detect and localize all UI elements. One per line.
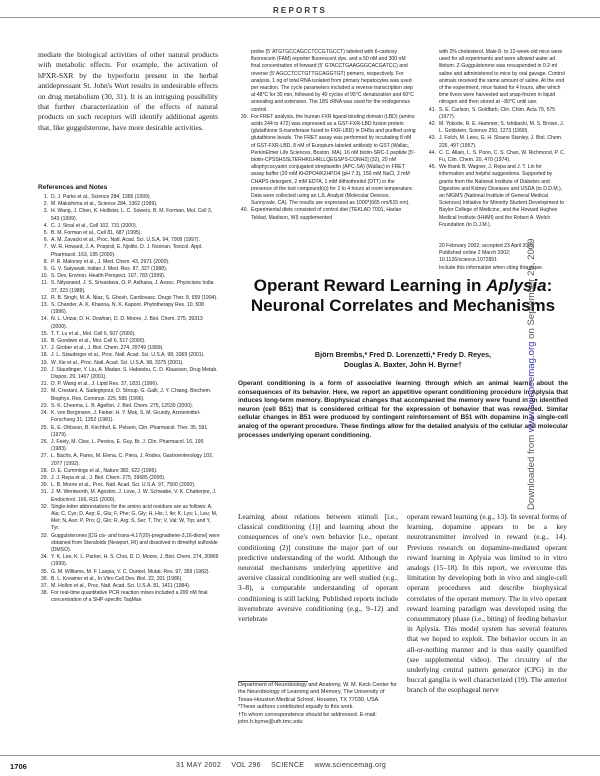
reference-entry: [38, 569, 220, 576]
watermark-suffix: on September 25, 2009: [526, 238, 537, 342]
reference-text: S. Dev, Environ. Health Perspect. 107, 783 (1999).: [51, 273, 166, 280]
reference-text: S. K. Cheema, L. B. Agellon, J. Biol. Chem. 275, 12530 (2000).: [51, 402, 194, 409]
equal-contribution-note: *These authors contributed equally to this work.: [238, 704, 354, 711]
reference-number: 7.: [43, 244, 48, 251]
reference-text: D. J. Parks et al., Science 284, 1365 (1999).: [51, 194, 151, 200]
reference-number: 29.: [40, 474, 48, 481]
reference-entry: [38, 223, 220, 230]
reference-entry: [238, 49, 416, 114]
reference-entry: [38, 504, 220, 533]
reference-text: Experimental diets consisted of control diet (TEKLAD 7001, Harlan Teklad, Madison, WI) supplemented: [251, 207, 402, 221]
header-divider: [0, 17, 600, 18]
reference-entry: [238, 207, 416, 221]
publication-dates: [426, 243, 566, 272]
reference-text: D. P. Wang et al., J. Lipid Res. 37, 1831 (1996).: [51, 381, 159, 388]
citation-note: Include this information when citing this paper.: [439, 264, 544, 271]
reference-text: G. M. Williams, M. F. Laspia, V. C. Dunkel, Mutat. Res. 97, 359 (1982).: [51, 568, 210, 575]
authors-line-2: Douglas A. Baxter, John H. Byrne†: [344, 360, 462, 369]
references-list-middle: [238, 49, 416, 222]
reference-number: 28.: [40, 467, 48, 474]
reference-number: 18.: [40, 352, 48, 359]
reference-text: B. L. Kreamer et al., In Vitro Cell Dev. Biol. 22, 201 (1986).: [51, 575, 183, 582]
reference-text: K. von Bergmann, J. Fieber, H. Y. Mok, S. M. Grundy, Arzneimittel-Forschung 31, 1352 (1981).: [51, 410, 201, 424]
reference-number: 4.: [43, 222, 48, 229]
authors-line-1: Björn Brembs,* Fred D. Lorenzetti,* Fredy D. Reyes,: [314, 350, 492, 359]
footer-divider: [0, 755, 600, 756]
correspondence-note: †To whom correspondence should be addressed. E-mail: john.h.byrne@uth.tmc.edu: [238, 711, 377, 726]
reference-entry: [38, 489, 220, 503]
reference-entry: [38, 331, 220, 338]
footnotes: [238, 682, 400, 726]
reference-number: 2.: [43, 201, 48, 208]
reference-number: 39.: [240, 113, 248, 120]
reference-number: 14.: [40, 316, 48, 323]
reference-text: J. M. Wentworth, M. Agostini, J. Love, J. W. Schwabe, V. K. Chatterjee, J. Endocrinol. 166, R11 (2000).: [51, 489, 217, 503]
reference-entry: [38, 583, 220, 590]
reference-entry: [38, 453, 220, 467]
reference-entry: [38, 273, 220, 280]
reference-text: E. E. Ohlsson, B. Kirchhof, E. Pelsein, Clin. Pharmacol. Ther. 35, 591 (1979).: [51, 424, 208, 438]
references-list-right: [426, 49, 566, 229]
reference-text: J. Grober et al., J. Biol. Chem. 274, 29749 (1999).: [51, 345, 164, 352]
reference-entry: [38, 439, 220, 453]
abstract: Operant conditioning is a form of associative learning through which an animal learns about the consequences of its behavior. Here, we report an appetitive operant conditioning procedure in Aplysia that induces long-term memory. Biophysical changes that accompanied the memory were found in an identified neuron (cell B51) that is considered critical for the expression of behavior that was rewarded. Similar cellular changes in B51 were produced by contingent reinforcement of B51 with dopamine in a single-cell analog of the operant procedure. These findings allow for the detailed analysis of the cellular and molecular processes underlying operant conditioning.: [238, 380, 568, 439]
reference-number: 16.: [40, 338, 48, 345]
reference-number: 12.: [40, 294, 48, 301]
reference-text: N. L. Urizar, D. H. Dowhan, D. D. Moore, J. Biol. Chem. 275, 39313 (2000).: [51, 316, 203, 330]
journal-name: SCIENCE: [271, 762, 305, 769]
issue-volume: VOL 296: [231, 762, 261, 769]
reference-text: M. Crestani, A. Sadeghpour, D. Stroup, G. Galli, J. Y. Chiang, Biochem. Biophys. Res. Commun. 225, 585 (1996).: [51, 388, 212, 402]
reference-entry: [38, 338, 220, 345]
reference-number: 43.: [428, 135, 436, 142]
title-part-1: Operant Reward Learning in: [253, 276, 482, 295]
reference-number: 44.: [428, 149, 436, 156]
reference-number: 42.: [428, 121, 436, 128]
reference-number: 20.: [40, 366, 48, 373]
reference-text: L. Bachs, A. Pares, M. Elena, C. Piera, J. Rodes, Gastroenterology 102, 2077 (1992).: [51, 453, 214, 467]
reference-number: 3.: [43, 208, 48, 215]
reference-entry: [38, 302, 220, 316]
reference-entry: [38, 410, 220, 424]
reference-number: 32.: [40, 503, 48, 510]
reference-entry: [38, 208, 220, 222]
body-text-column-2: operant reward learning (e.g., 13). In several forms of learning, dopamine appears to be a key neurotransmitter involved in reward (e.g., 14). Previous research on dopamine-mediated operant reward learning in Aplysia was limited to in vitro analogs (15–18). In this report, we overcome this limitation by developing both in vivo and single-cell operant procedures and describe biophysical correlates of the operant memory. The in vivo operant reward learning paradigm was developed using the consummatory phase (i.e., biting) of feeding behavior in Aplysia. This model system has several features that we hoped to exploit. The behavior occurs in an all-or-nothing manner and is thus easily quantified (see supplemental video). The circuitry of the underlying central pattern generator (CPG) in the buccal ganglia is well characterized (19). The anterior branch of the esophageal nerve: [407, 512, 567, 695]
reference-number: 36.: [40, 575, 48, 582]
reference-text: L. B. Moore et al., Proc. Natl. Acad. Sci. U.S.A. 97, 7500 (2000).: [51, 482, 196, 489]
reference-entry: [38, 244, 220, 258]
reference-number: 37.: [40, 582, 48, 589]
reference-text: B. M. Forman et al., Cell 81, 687 (1995).: [51, 230, 142, 237]
reference-number: 34.: [40, 554, 48, 561]
reference-text: M. Hollon et al., Proc. Natl. Acad. Sci. U.S.A. 81, 1411 (1984).: [51, 582, 191, 589]
reference-number: 31.: [40, 489, 48, 496]
reference-text: Y. K. Lee, K. L. Parker, H. S. Choi, D. D. Moore, J. Biol. Chem. 274, 20869 (1999).: [51, 554, 219, 568]
reference-number: [238, 49, 251, 114]
reference-number: 1.: [43, 194, 48, 200]
reference-text: A. M. Zavacki et al., Proc. Natl. Acad. Sci. U.S.A. 94, 7909 (1997).: [51, 237, 200, 244]
reference-entry: [38, 482, 220, 489]
received-date: 20 February 2002; accepted 23 April 2002: [439, 243, 534, 249]
reference-number: 17.: [40, 345, 48, 352]
reference-entry: [426, 150, 566, 164]
reference-number: 38.: [40, 590, 48, 597]
issue-info: [176, 762, 436, 769]
reference-number: 25.: [40, 424, 48, 431]
references-list-left: [38, 194, 220, 605]
reference-entry: [38, 316, 220, 330]
reference-number: 27.: [40, 453, 48, 460]
reference-text: W. Xie et al., Proc. Natl. Acad. Sci. U.S.A. 98, 3375 (2001).: [51, 359, 184, 366]
reference-number: 5.: [43, 230, 48, 237]
reference-text: S. Nityanand, J. S. Srivastava, O. P. Asthana, J. Assoc. Physicians India 37, 323 (1989).: [51, 280, 214, 294]
reference-number: 40.: [240, 207, 248, 214]
reference-text: J. J. Repa et al., J. Biol. Chem. 275, 39685 (2000).: [51, 474, 166, 481]
reference-text: We thank B. Wagner, J. Repa and J. T. Lin for information and helpful suggestions. Supported by grants from the National Institute of Diabetes and Digestive and Kidney Diseases and USDA (to D.D.M.), an NIGMS (National Institute of General Medical Sciences) Initiative for Minority Student Development to Baylor College of Medicine, and the Howard Hughes Medical Institute (HHMI) and the Robert A. Welch Foundation (to D.J.M.).: [439, 164, 565, 228]
reference-text: W. R. Howard, J. A. Pospisil, E. Njolito, D. J. Noonan, Toxicol. Appl. Pharmacol. 163, 195 (2000).: [51, 244, 203, 258]
reference-number: 9.: [43, 266, 48, 273]
affiliation-note: Department of Neurobiology and Anatomy, W. M. Keck Center for the Neurobiology of Learning and Memory, The University of Texas-Houston Medical School, Houston, TX 77030, USA.: [238, 682, 397, 703]
reference-text: C. C. Allain, L. S. Poon, C. S. Chan, W. Richmond, P. C. Fu, Clin. Chem. 20, 470 (1974).: [439, 149, 566, 164]
reference-text: H. Wang, J. Chen, K. Hollister, L. C. Sowers, B. M. Forman, Mol. Cell 3, 543 (1999).: [51, 208, 213, 222]
reference-entry: [38, 475, 220, 482]
reference-number: 45.: [428, 164, 436, 171]
reference-text: M. Yokode, R. E. Hammer, S. Ishibashi, M. S. Brown, J. L. Goldstein, Science 250, 1273 (1990).: [439, 121, 565, 135]
reference-entry: [426, 49, 566, 107]
reference-number: 33.: [40, 532, 48, 539]
reference-entry: [426, 164, 566, 229]
reference-entry: [38, 259, 220, 266]
reference-entry: [426, 135, 566, 149]
references-heading: References and Notes: [38, 184, 108, 191]
body-text-column-1: Learning about relations between stimuli [i.e., classical conditioning (1)] and learning about the consequences of one's own behavior [i.e., operant conditioning (2)] constitute the major part of our predictive understanding of the world. Although the neuronal mechanisms underlying appetitive and aversive classical conditioning are well studied (e.g., 3–8), a comparable understanding of operant conditioning is still lacking. Published reports include invertebrate aversive conditioning (e.g., 9–12) and vertebrate: [238, 512, 398, 624]
reference-text: P. R. Maloney et al., J. Med. Chem. 43, 2971 (2000).: [51, 258, 170, 265]
reference-text: S. Chander, A. K. Khanna, N. K. Kapoor, Phytotherapy Res. 10, 508 (1996).: [51, 302, 204, 316]
reference-number: 26.: [40, 438, 48, 445]
reference-number: 8.: [43, 258, 48, 265]
watermark-prefix: Downloaded from: [526, 432, 537, 510]
reference-number: 21.: [40, 381, 48, 388]
reference-number: 10.: [40, 273, 48, 280]
reference-entry: [38, 266, 220, 273]
author-list: [238, 350, 568, 370]
reference-text: J. Staudinger, Y. Liu, A. Madan, S. Habeebu, C. D. Klaassen, Drug Metab. Dispos. 29, 1467 (2001).: [51, 366, 218, 381]
reference-entry: [38, 280, 220, 294]
reference-entry: [238, 114, 416, 208]
title-part-2: : Neuronal Correlates and Mechanisms: [250, 276, 556, 315]
reference-number: 41.: [428, 106, 436, 113]
issue-date: 31 MAY 2002: [176, 762, 222, 769]
journal-website[interactable]: www.sciencemag.org: [314, 762, 387, 769]
reference-entry: [426, 121, 566, 135]
watermark-link[interactable]: www.sciencemag.org: [526, 341, 537, 433]
reference-entry: [426, 107, 566, 121]
reference-text: Guggulsterones [CG cis- and trans-4,17(20)-pregnadiene-3,16-dione] were obtained from Steraloids (Newport, RI) and dissolved in dimethyl sulfoxide (DMSO).: [51, 532, 220, 553]
reference-text: For real-time quantitative PCR reaction mixes included a 200 nM final concentration of a SHP-specific TaqMan: [51, 590, 208, 604]
page-number: 1706: [10, 762, 27, 771]
reference-entry: [38, 468, 220, 475]
reference-entry: [38, 576, 220, 583]
reference-entry: [38, 425, 220, 439]
reference-text: S. E. Carlson, S. Goldfarb, Clin. Chim. Acta 79, 575 (1977).: [439, 106, 556, 120]
reference-text: with 2% cholesterol. Male 8- to 12-week-old mice were used for all experiments and were allowed water ad libitum. Z-Guggulsterone was resuspended in 0.2-ml saline and administered to mice by oral gavage. Control animals received the same amount of saline. At the end of the experiment, mice fasted for 4 hours, after which time livers were harvested and snap-frozen in liquid nitrogen and then stored at −80°C until use.: [439, 49, 565, 106]
article-title: [238, 276, 568, 316]
section-header: REPORTS: [272, 6, 328, 15]
intro-paragraph: mediate the biological activities of other natural products with metabolic effects. For example, the activation of hPXR-SXR by the hyperforin present in the herbal antidepressant St. John's Wort results in undesirable effects on drug metabolism (30, 31). It is an intriguing possibility that further characterization of the effects of natural products on such receptors will identify additional agents that, like guggulsterone, have more desirable activities.: [38, 50, 218, 132]
reference-number: 19.: [40, 359, 48, 366]
reference-text: C. J. Sinal et al., Cell 102, 731 (2000).: [51, 222, 138, 229]
reference-entry: [38, 237, 220, 244]
reference-text: J. L. Staudinger et al., Proc. Natl. Acad. Sci. U.S.A. 98, 3369 (2001).: [51, 352, 205, 359]
reference-number: 6.: [43, 237, 48, 244]
reference-text: M. Makishima et al., Science 284, 1362 (1999).: [51, 201, 158, 208]
reference-entry: [38, 345, 220, 352]
reference-text: B. Goodwin et al., Mol. Cell 6, 517 (2000).: [51, 338, 146, 345]
reference-number: 22.: [40, 388, 48, 395]
reference-entry: [38, 403, 220, 410]
title-genus: Aplysia: [486, 276, 547, 295]
reference-number: 30.: [40, 482, 48, 489]
reference-entry: [38, 194, 220, 201]
reference-entry: [38, 360, 220, 367]
download-watermark: [526, 130, 538, 510]
doi[interactable]: 10.1126/science.1072891: [439, 257, 497, 264]
published-online: Published online 2 March 2002;: [439, 250, 511, 257]
reference-text: D. E. Cummings et al., Nature 382, 622 (1996).: [51, 467, 158, 474]
reference-number: 13.: [40, 302, 48, 309]
reference-text: J. Folch, M. Lees, G. H. Sloane Stanley, J. Biol. Chem. 226, 497 (1957).: [439, 135, 563, 149]
reference-number: 15.: [40, 330, 48, 337]
reference-number: 23.: [40, 402, 48, 409]
reference-number: 24.: [40, 410, 48, 417]
reference-entry: [38, 381, 220, 388]
reference-entry: [38, 388, 220, 402]
reference-number: 11.: [41, 280, 48, 287]
reference-number: [426, 49, 439, 107]
reference-text: J. Feely, M. Clee, L. Pereira, E. Guy, Br. J. Clin. Pharmacol. 16, 195 (1983).: [51, 438, 204, 453]
reference-entry: [38, 295, 220, 302]
reference-text: G. V. Satyavati, Indian J. Med. Res. 87, 327 (1988).: [51, 266, 168, 273]
reference-number: 35.: [40, 568, 48, 575]
reference-entry: [38, 554, 220, 568]
reference-entry: [38, 352, 220, 359]
reference-entry: [38, 230, 220, 237]
reference-text: T. T. Lu et al., Mol. Cell 6, 507 (2000).: [51, 330, 136, 337]
reference-text: Single-letter abbreviations for the amino acid residues are as follows: A, Ala; C, Cys; D, Asp; E, Glu; F, Phe; G, Gly; H, His; I, Ile; K, Lys; L, Leu; M, Met; N, Asn; P, Pro; Q, Gln; R, Arg; S, Ser; T, Thr; V, Val; W, Trp; and Y, Tyr.: [51, 503, 218, 532]
reference-text: For FRET analysis, the human FXR ligand-binding domain (LBD) (amino acids 244 to 472) was expressed as a GST-FXR-LBD fusion protein (glutathione S-transferase fused to FXR-LBD) in DH5α and purified using glutathione beads. The FRET assay was performed by incubating 8 nM of GST-FXR-LBD, 8 nM of Europium-labeled antibody to GST (Wallac, PerkinElmer Life Sciences, Boston, MA), 16 nM biotin-SRC-1 peptide [5'-biotin-CPSSHSSLTERHKILHRLLQEGSPS-CONH2] (32), 20 nM allophycocyanin conjugated streptavidin (APC-SA) (Wallac) in FRET assay buffer (20 mM KH2PO4/K2HPO4 (pH 7.3), 150 mM NaCl, 2 mM CHAPS detergent, 2 mM EDTA, 1 mM dithiothreitol (DTT) in the presence of the test compound(s)) for 2 to 4 hours at room temperature. Data were collected using an LJL Analyst (Molecular Devices, Sunnyvale, CA). The results are expressed as 1000*(665 nm/615 nm).: [251, 113, 416, 207]
reference-entry: [38, 533, 220, 555]
reference-text: probe (5' ATGTGCCAGCCTCCGTGCCT) labeled with 6-carboxy fluorescein (FAM) reporter fluorescent dye, and a 50 nM and 300 nM final concentration of forward (5' GTACCTGAAGGGCACGATCC) and reverse (5' AGCCTCCTGTTGCAGGTGT) primers, respectively. For analysis, 1 ng of total RNA isolated from primary hepatocytes was used per reaction. The cycle parameters included a reverse transcription step at 48°C for 30 min, followed by 40 cycles of 95°C denaturation and 60°C annealing and extension. The 18S rRNA was used for the endogenous control.: [251, 49, 414, 113]
reference-entry: [38, 367, 220, 381]
reference-text: R. B. Singh, M. A. Niaz, S. Ghosh, Cardiovasc. Drugs Ther. 8, 659 (1994).: [51, 294, 218, 301]
reference-entry: [38, 590, 220, 604]
reference-entry: [38, 201, 220, 208]
